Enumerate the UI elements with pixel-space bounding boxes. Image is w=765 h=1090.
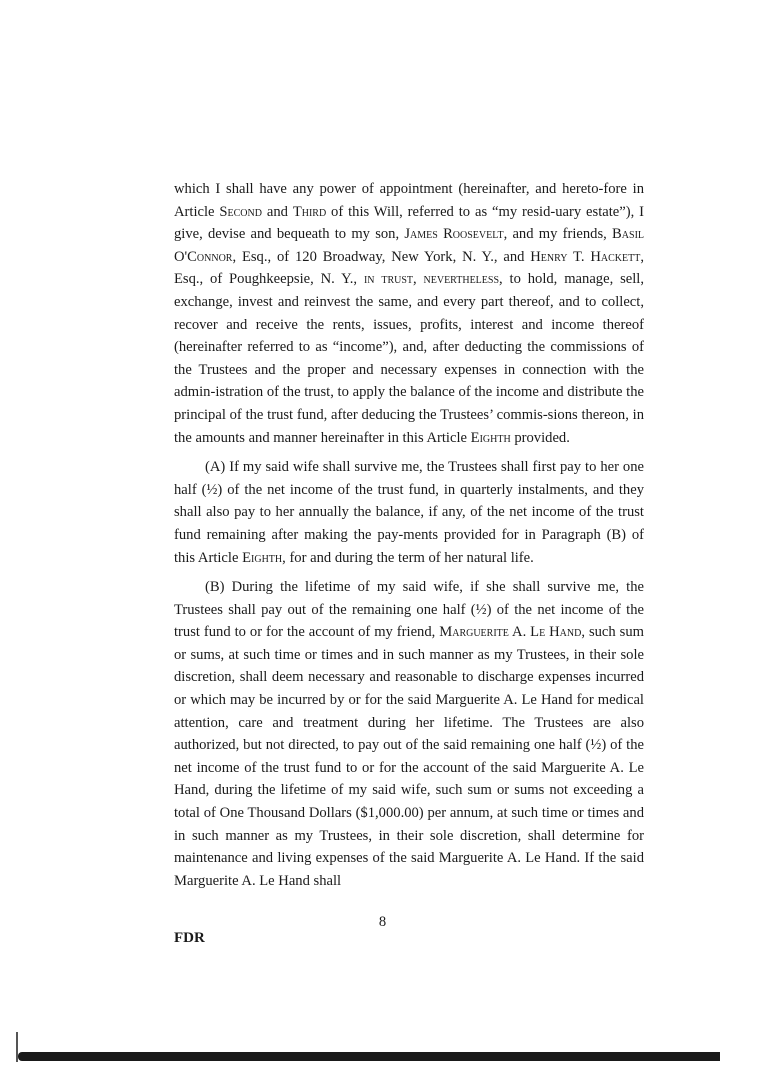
text-run: , such sum or sums, at such time or times and in such manner as my Trustees, in their sole discretion, shall deem necessary and reasonable to discharge expenses incurred or which may be incurred by or for the said Marguerite A. Le Hand for medical attention, care and treatment during her lifetime. The Trustees are also authorized, but not directed, to pay out of the said remaining one half (½) of the net income of the trust fund to or for the account of the said Marguerite A. Le Hand, during the lifetime of my said wife, such sum or sums not exceeding a total of One Thousand Dollars ($1,000.00) per annum, at such time or times and in such manner as my Trustees, in their sole discretion, shall determine for maintenance and living expenses of the said Marguerite A. Le Hand. If the said Marguerite A. Le Hand shall: [174, 624, 644, 889]
text-run: (A) If my said wife shall survive me, the Trustees shall first pay to her one half (½) of the net income of the trust fund, in quarterly instalments, and they shall also pay to her annually the balance, if any, of the net income of the trust fund remaining after making the pay-ments provided for in Paragraph (B) of this Article: [174, 459, 644, 566]
text-run: provided.: [510, 429, 570, 446]
name-james-roosevelt: James Roosevelt: [404, 226, 504, 243]
text-run: of this Will, referred to as “my resid-uary estate”), I give, devise and bequeath to my son,: [174, 203, 644, 243]
text-run: and: [261, 203, 293, 220]
page-number: 8: [378, 914, 387, 930]
article-third-ref: Third: [292, 203, 327, 220]
text-run: , and my friends,: [503, 226, 613, 243]
article-second-ref: Second: [219, 203, 262, 220]
document-body: [174, 178, 644, 899]
paragraph-residuary-estate: [174, 178, 644, 449]
text-run: which I shall have any power of appointment (hereinafter, and hereto-fore in Article: [174, 181, 644, 220]
article-eighth-ref: Eighth: [242, 549, 283, 566]
initials: FDR: [174, 930, 205, 946]
name-henry-hackett: Henry T. Hackett: [530, 248, 641, 265]
name-marguerite-le-hand: Marguerite A. Le Hand: [439, 624, 582, 641]
name-basil-oconnor: Basil O'Connor: [174, 226, 645, 265]
article-eighth-ref: Eighth: [470, 429, 511, 446]
text-run: , Esq., of Poughkeepsie, N. Y.,: [174, 248, 644, 288]
in-trust-nevertheless: in trust, nevertheless: [363, 271, 500, 288]
bottom-rule: [18, 1052, 720, 1061]
paragraph-a: [174, 456, 644, 569]
text-run: (B) During the lifetime of my said wife, if she shall survive me, the Trustees shall pay out of the remaining one half (½) of the net income of the trust fund to or for the account of my friend,: [174, 579, 644, 641]
text-run: , to hold, manage, sell, exchange, invest and reinvest the same, and every part thereof, and to collect, recover and receive the rents, issues, profits, interest and income thereof (hereinafter referred to as “income”), and, after deducting the commissions of the Trustees and the proper and necessary expenses in connection with the admin-istration of the trust, to apply the balance of the income and distribute the principal of the trust fund, after deducing the Trustees’ commis-sions thereon, in the amounts and manner hereinafter in this Article: [174, 271, 644, 446]
paragraph-b: [174, 576, 644, 892]
text-run: , for and during the term of her natural life.: [282, 549, 534, 566]
text-run: , Esq., of 120 Broadway, New York, N. Y., and: [232, 248, 531, 265]
